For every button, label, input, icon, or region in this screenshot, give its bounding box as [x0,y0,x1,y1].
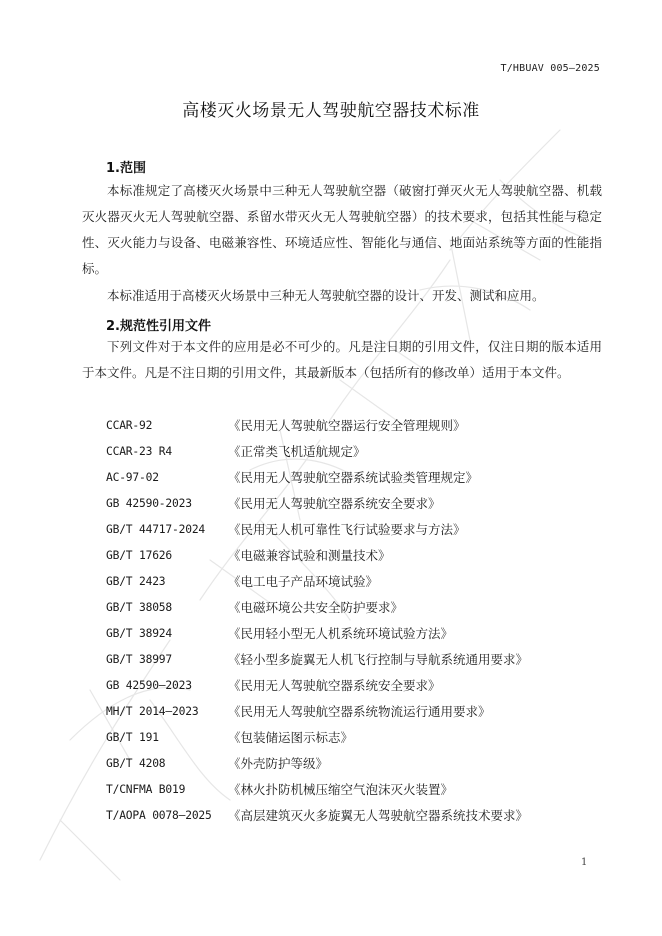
reference-code: GB/T 44717-2024 [106,522,206,536]
reference-title: 《外壳防护等级》 [228,756,329,771]
reference-item [106,646,606,672]
reference-code: GB/T 191 [106,730,159,744]
reference-code: CCAR-23 R4 [106,444,173,458]
reference-title: 《电工电子产品环境试验》 [228,574,379,589]
reference-item [106,620,606,646]
reference-item [106,802,606,828]
reference-item [106,568,606,594]
document-code: T/HBUAV 005—2025 [500,63,600,74]
reference-code: GB/T 38924 [106,626,173,640]
reference-title: 《高层建筑灭火多旋翼无人驾驶航空器系统技术要求》 [228,808,529,823]
reference-title: 《民用无人驾驶航空器系统物流运行通用要求》 [228,704,491,719]
reference-title: 《民用无人驾驶航空器系统安全要求》 [228,678,441,693]
reference-code: GB/T 2423 [106,574,166,588]
reference-code: CCAR-92 [106,418,153,432]
reference-item [106,490,606,516]
reference-title: 《电磁兼容试验和测量技术》 [228,548,391,563]
reference-code: MH/T 2014—2023 [106,704,199,718]
reference-code: AC-97-02 [106,470,159,484]
reference-title: 《民用轻小型无人机系统环境试验方法》 [228,626,454,641]
reference-item [106,516,606,542]
reference-item [106,776,606,802]
reference-title: 《包装储运图示标志》 [228,730,354,745]
reference-title: 《民用无人驾驶航空器系统安全要求》 [228,496,441,511]
reference-title: 《电磁环境公共安全防护要求》 [228,600,404,615]
reference-item [106,542,606,568]
reference-item [106,750,606,776]
reference-item [106,594,606,620]
scope-paragraph-1: 本标准规定了高楼灭火场景中三种无人驾驶航空器（破窗打弹灭火无人驾驶航空器、机载灭火器灭火无人驾驶航空器、系留水带灭火无人驾驶航空器）的技术要求，包括其性能与稳定性、灭火能力与设备、电磁兼容性、环境适应性、智能化与通信、地面站系统等方面的性能指标。 [82,183,602,276]
reference-item [106,672,606,698]
reference-title: 《正常类飞机适航规定》 [228,444,366,459]
reference-title: 《民用无人驾驶航空器运行安全管理规则》 [228,418,466,433]
reference-code: GB/T 4208 [106,756,166,770]
reference-title: 《民用无人机可靠性飞行试验要求与方法》 [228,522,466,537]
reference-code: GB/T 17626 [106,548,173,562]
section-heading-normative-references: 2.规范性引用文件 [106,319,211,334]
reference-item [106,438,606,464]
section-heading-scope: 1.范围 [106,161,146,176]
reference-title: 《民用无人驾驶航空器系统试验类管理规定》 [228,470,479,485]
reference-code: GB 42590—2023 [106,678,192,692]
reference-title: 《轻小型多旋翼无人机飞行控制与导航系统通用要求》 [228,652,529,667]
reference-code: GB 42590-2023 [106,496,192,510]
reference-list [106,412,606,828]
reference-title: 《林火扑防机械压缩空气泡沫灭火装置》 [228,782,454,797]
reference-code: GB/T 38997 [106,652,173,666]
page-number: 1 [581,857,588,868]
reference-item [106,724,606,750]
references-intro-paragraph: 下列文件对于本文件的应用是必不可少的。凡是注日期的引用文件，仅注日期的版本适用于本文件。凡是不注日期的引用文件，其最新版本（包括所有的修改单）适用于本文件。 [82,339,602,380]
scope-paragraph-2: 本标准适用于高楼灭火场景中三种无人驾驶航空器的设计、开发、测试和应用。 [107,288,545,303]
reference-code: T/CNFMA B019 [106,782,186,796]
reference-code: T/AOPA 0078—2025 [106,808,212,822]
reference-code: GB/T 38058 [106,600,173,614]
document-title: 高楼灭火场景无人驾驶航空器技术标准 [182,101,480,121]
reference-item [106,464,606,490]
reference-item [106,698,606,724]
reference-item [106,412,606,438]
